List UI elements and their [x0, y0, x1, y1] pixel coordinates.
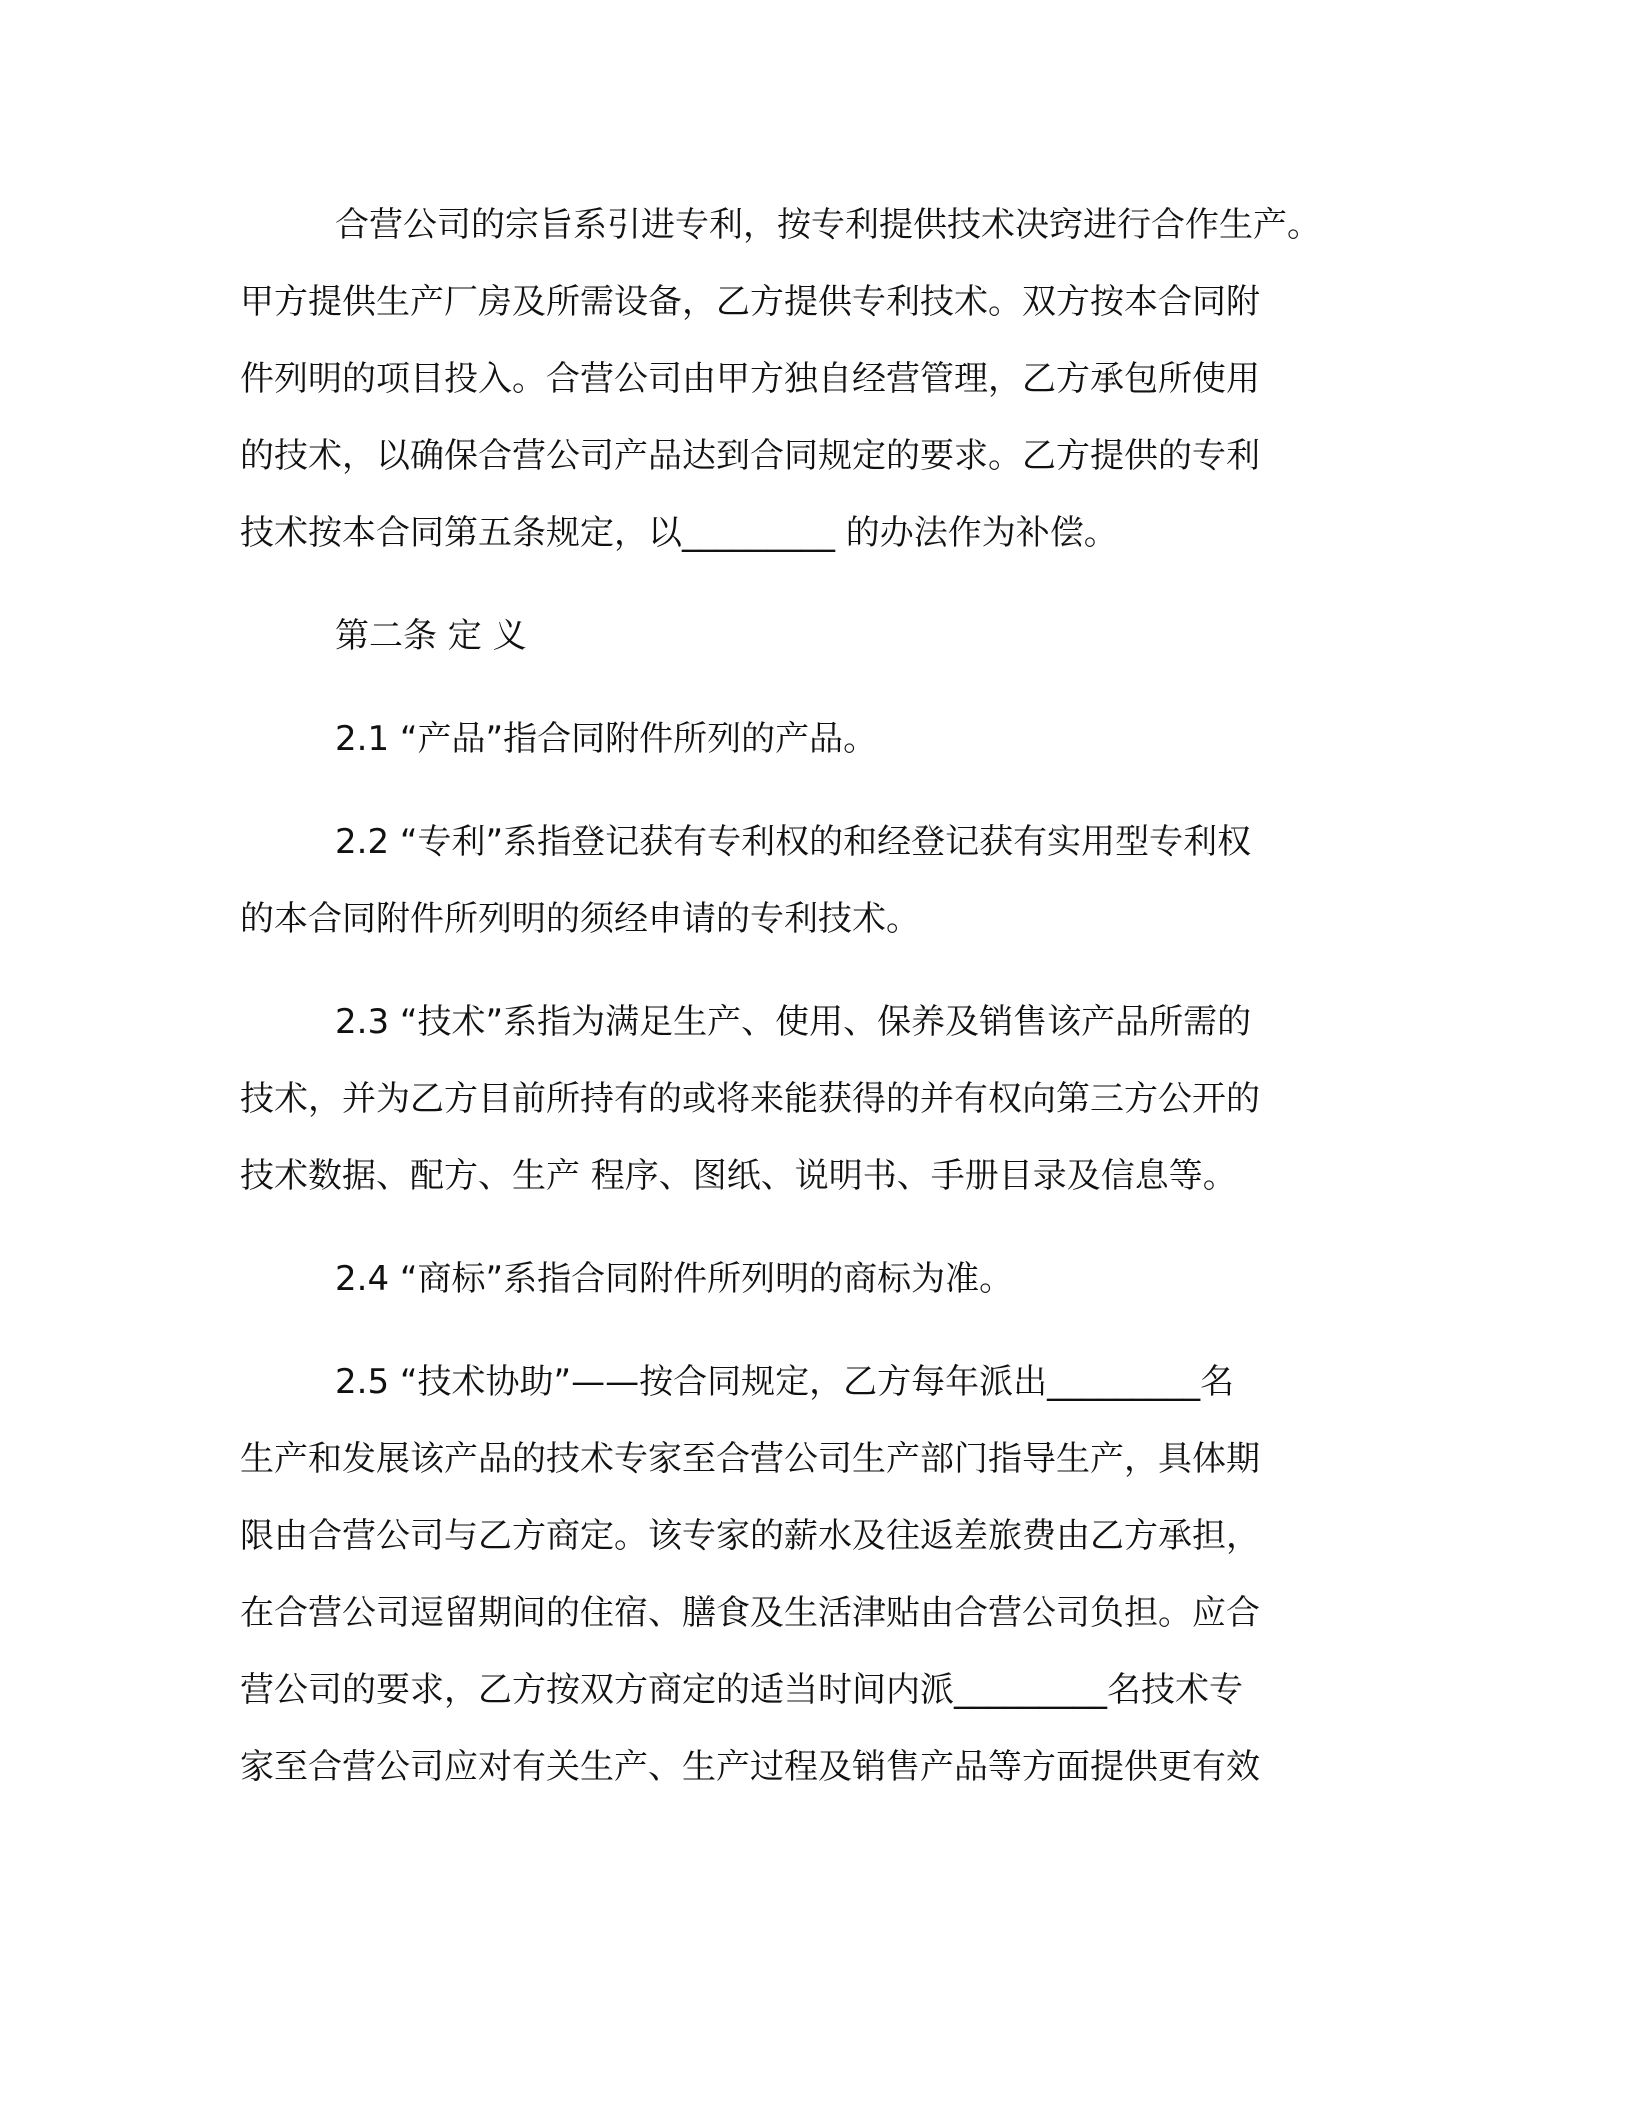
clause-2-5-line-5: 营公司的要求，乙方按双方商定的适当时间内派_________名技术专 [240, 1670, 1243, 1710]
clause-2-2-line-2: 的本合同附件所列明的须经申请的专利技术。 [240, 899, 920, 939]
paragraph-purpose-line-1: 合营公司的宗旨系引进专利，按专利提供技术决窍进行合作生产。 [335, 205, 1321, 245]
clause-2-3-line-2: 技术，并为乙方目前所持有的或将来能获得的并有权向第三方公开的 [240, 1079, 1260, 1119]
clause-2-5-line-1: 2.5 “技术协助”——按合同规定，乙方每年派出_________名 [335, 1362, 1235, 1402]
clause-2-5-line-3: 限由合营公司与乙方商定。该专家的薪水及往返差旅费由乙方承担， [240, 1516, 1260, 1556]
clause-2-3-line-1: 2.3 “技术”系指为满足生产、使用、保养及销售该产品所需的 [335, 1002, 1252, 1042]
section-heading-definitions: 第二条 定 义 [335, 616, 527, 656]
paragraph-purpose-line-5: 技术按本合同第五条规定，以_________ 的办法作为补偿。 [240, 513, 1118, 553]
clause-2-4-line-1: 2.4 “商标”系指合同附件所列明的商标为准。 [335, 1259, 1014, 1299]
clause-2-5-line-6: 家至合营公司应对有关生产、生产过程及销售产品等方面提供更有效 [240, 1747, 1260, 1787]
document-body [240, 187, 1385, 1806]
paragraph-purpose-line-4: 的技术，以确保合营公司产品达到合同规定的要求。乙方提供的专利 [240, 436, 1260, 476]
clause-2-2-line-1: 2.2 “专利”系指登记获有专利权的和经登记获有实用型专利权 [335, 822, 1252, 862]
clause-2-3-line-3: 技术数据、配方、生产 程序、图纸、说明书、手册目录及信息等。 [240, 1156, 1237, 1196]
clause-2-1-line-1: 2.1 “产品”指合同附件所列的产品。 [335, 719, 878, 759]
paragraph-purpose-line-2: 甲方提供生产厂房及所需设备，乙方提供专利技术。双方按本合同附 [240, 282, 1260, 322]
paragraph-purpose-line-3: 件列明的项目投入。合营公司由甲方独自经营管理，乙方承包所使用 [240, 359, 1260, 399]
clause-2-5-line-2: 生产和发展该产品的技术专家至合营公司生产部门指导生产，具体期 [240, 1439, 1260, 1479]
clause-2-5-line-4: 在合营公司逗留期间的住宿、膳食及生活津贴由合营公司负担。应合 [240, 1593, 1260, 1633]
